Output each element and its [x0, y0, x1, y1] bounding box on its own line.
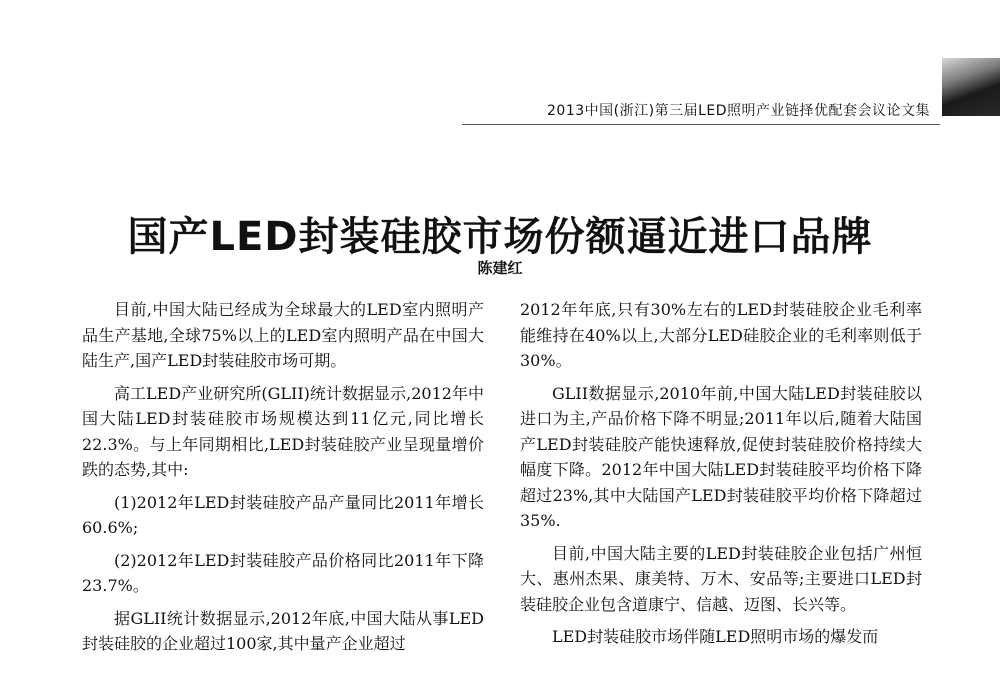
paragraph: (1)2012年LED封装硅胶产品产量同比2011年增长60.6%;	[82, 492, 484, 537]
paragraph-continued: 2012年年底,只有30%左右的LED封装硅胶企业毛利率能维持在40%以上,大部分LED硅胶企业的毛利率则低于30%。	[520, 300, 922, 370]
page-corner-mark	[942, 58, 1000, 116]
paragraph: 目前,中国大陆主要的LED封装硅胶企业包括广州恒大、惠州杰果、康美特、万木、安品等;主要进口LED封装硅胶企业包含道康宁、信越、迈图、长兴等。	[520, 543, 922, 614]
paragraph: 目前,中国大陆已经成为全球最大的LED室内照明产品生产基地,全球75%以上的LED室内照明产品在中国大陆生产,国产LED封装硅胶市场可期。	[82, 300, 484, 370]
paragraph: LED封装硅胶市场伴随LED照明市场的爆发而	[552, 627, 879, 646]
running-header: 2013中国(浙江)第三届LED照明产业链择优配套会议论文集	[547, 103, 930, 119]
paragraph: 据GLII统计数据显示,2012年底,中国大陆从事LED封装硅胶的企业超过100家,其中量产企业超过	[82, 608, 484, 653]
paragraph: (2)2012年LED封装硅胶产品价格同比2011年下降23.7%。	[82, 550, 484, 595]
article-title: 国产LED封装硅胶市场份额逼近进口品牌	[127, 213, 873, 260]
left-column	[82, 297, 484, 664]
article-author: 陈建红	[477, 259, 523, 277]
header-rule	[462, 124, 940, 125]
paragraph: GLII数据显示,2010年前,中国大陆LED封装硅胶以进口为主,产品价格下降不明显;2011年以后,随着大陆国产LED封装硅胶产能快速释放,促使封装硅胶价格持续大幅度下降。2012年中国大陆LED封装硅胶平均价格下降超过23%,其中大陆国产LED封装硅胶平均价格下降超过35%.	[520, 383, 922, 530]
paragraph: 高工LED产业研究所(GLII)统计数据显示,2012年中国大陆LED封装硅胶市场规模达到11亿元,同比增长22.3%。与上年同期相比,LED封装硅胶产业呈现量增价跌的态势,其中:	[82, 383, 484, 479]
right-column	[520, 297, 922, 657]
